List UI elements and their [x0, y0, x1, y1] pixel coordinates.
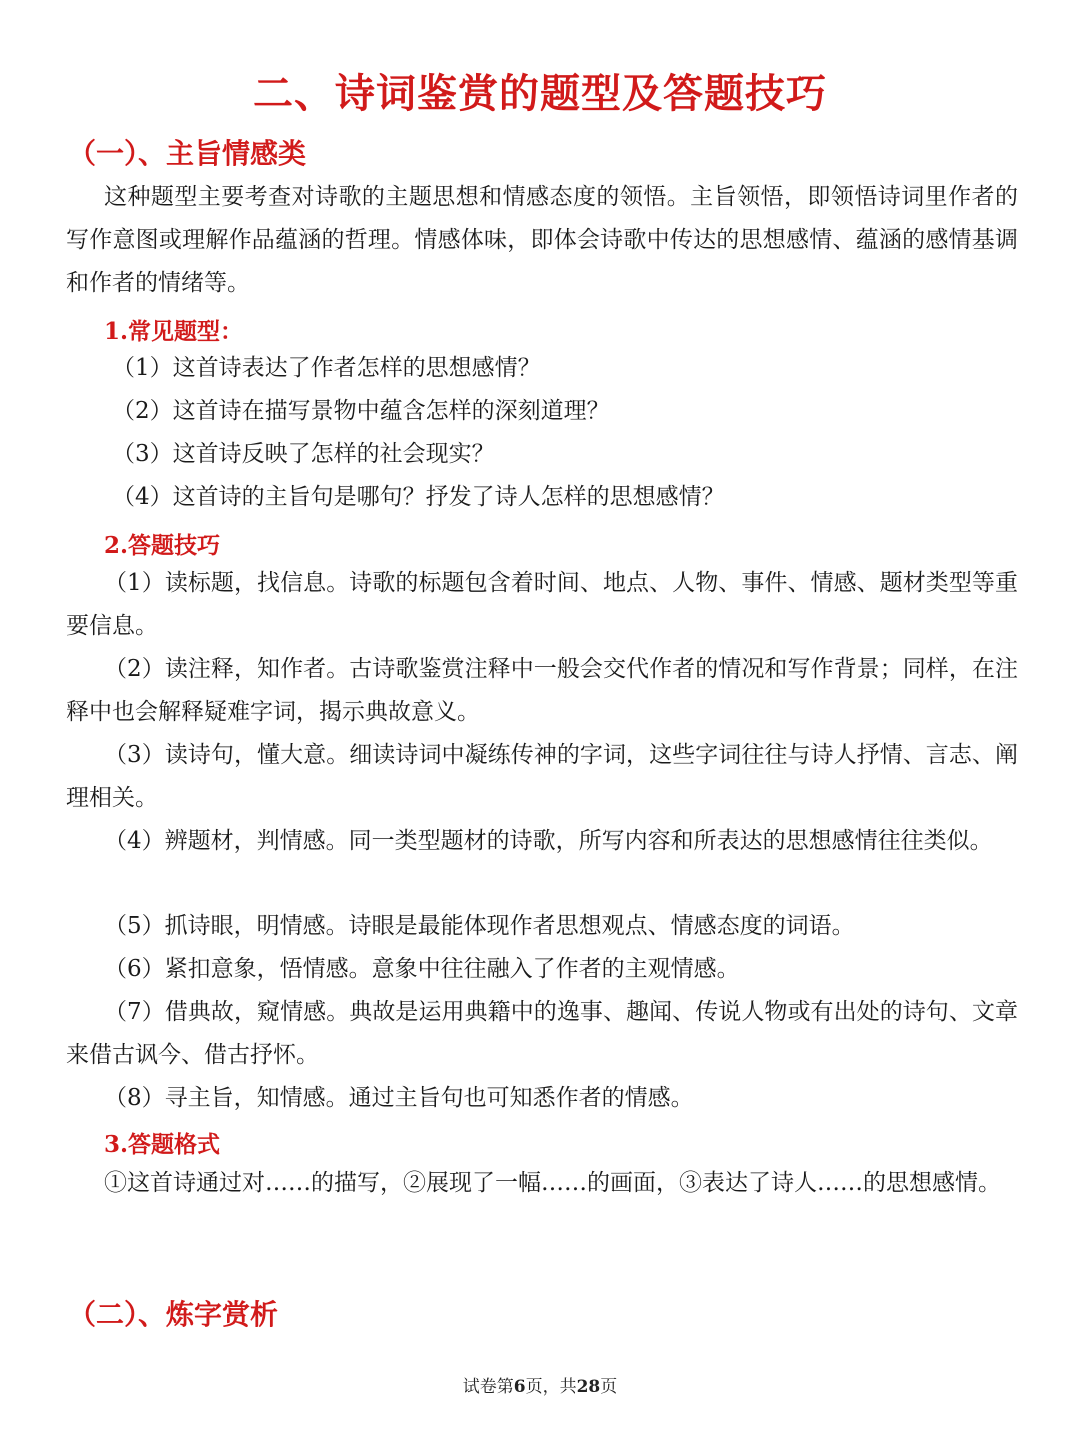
subheading-common-types: 1.常见题型： [104, 318, 244, 345]
tip-item: （2）读注释，知作者。古诗歌鉴赏注释中一般会交代作者的情况和写作背景；同样，在注释中也会解释疑难字词，揭示典故意义。 [66, 656, 1018, 725]
question-type-item: （3）这首诗反映了怎样的社会现实？ [112, 441, 495, 467]
tip-item: （8）寻主旨，知情感。通过主旨句也可知悉作者的情感。 [104, 1085, 694, 1111]
section-heading-2: （二）、炼字赏析 [68, 1298, 279, 1331]
page-title: 二、诗词鉴赏的题型及答题技巧 [253, 70, 827, 117]
footer-page-number: 6 [513, 1377, 526, 1397]
answer-format-text: ①这首诗通过对……的描写，②展现了一幅……的画面，③表达了诗人……的思想感情。 [104, 1170, 1001, 1196]
question-type-item: （1）这首诗表达了作者怎样的思想感情？ [112, 355, 541, 381]
tip-item: （7）借典故，窥情感。典故是运用典籍中的逸事、趣闻、传说人物或有出处的诗句、文章来借古讽今、借古抒怀。 [66, 999, 1018, 1068]
question-type-item: （2）这首诗在描写景物中蕴含怎样的深刻道理？ [112, 398, 610, 424]
footer-suffix: 页 [600, 1377, 618, 1397]
page-footer [0, 1372, 1080, 1397]
tip-item: （5）抓诗眼，明情感。诗眼是最能体现作者思想观点、情感态度的词语。 [104, 913, 855, 939]
section-heading-1: （一）、主旨情感类 [68, 137, 307, 170]
tip-item: （1）读标题，找信息。诗歌的标题包含着时间、地点、人物、事件、情感、题材类型等重要信息。 [66, 570, 1018, 639]
subheading-answer-format: 3.答题格式 [104, 1131, 221, 1158]
question-type-item: （4）这首诗的主旨句是哪句？抒发了诗人怎样的思想感情？ [112, 484, 725, 510]
tip-item: （6）紧扣意象，悟情感。意象中往往融入了作者的主观情感。 [104, 956, 740, 982]
intro-paragraph: 这种题型主要考查对诗歌的主题思想和情感态度的领悟。主旨领悟，即领悟诗词里作者的写作意图或理解作品蕴涵的哲理。情感体味，即体会诗歌中传达的思想感情、蕴涵的感情基调和作者的情绪等。 [66, 184, 1018, 296]
footer-prefix: 试卷第 [462, 1377, 514, 1397]
tip-item: （4）辨题材，判情感。同一类型题材的诗歌，所写内容和所表达的思想感情往往类似。 [104, 828, 993, 854]
footer-middle: 页，共 [525, 1377, 577, 1397]
footer-total-pages: 28 [576, 1377, 601, 1397]
subheading-answer-tips: 2.答题技巧 [104, 532, 221, 559]
tip-item: （3）读诗句，懂大意。细读诗词中凝练传神的字词，这些字词往往与诗人抒情、言志、阐理相关。 [66, 742, 1018, 811]
